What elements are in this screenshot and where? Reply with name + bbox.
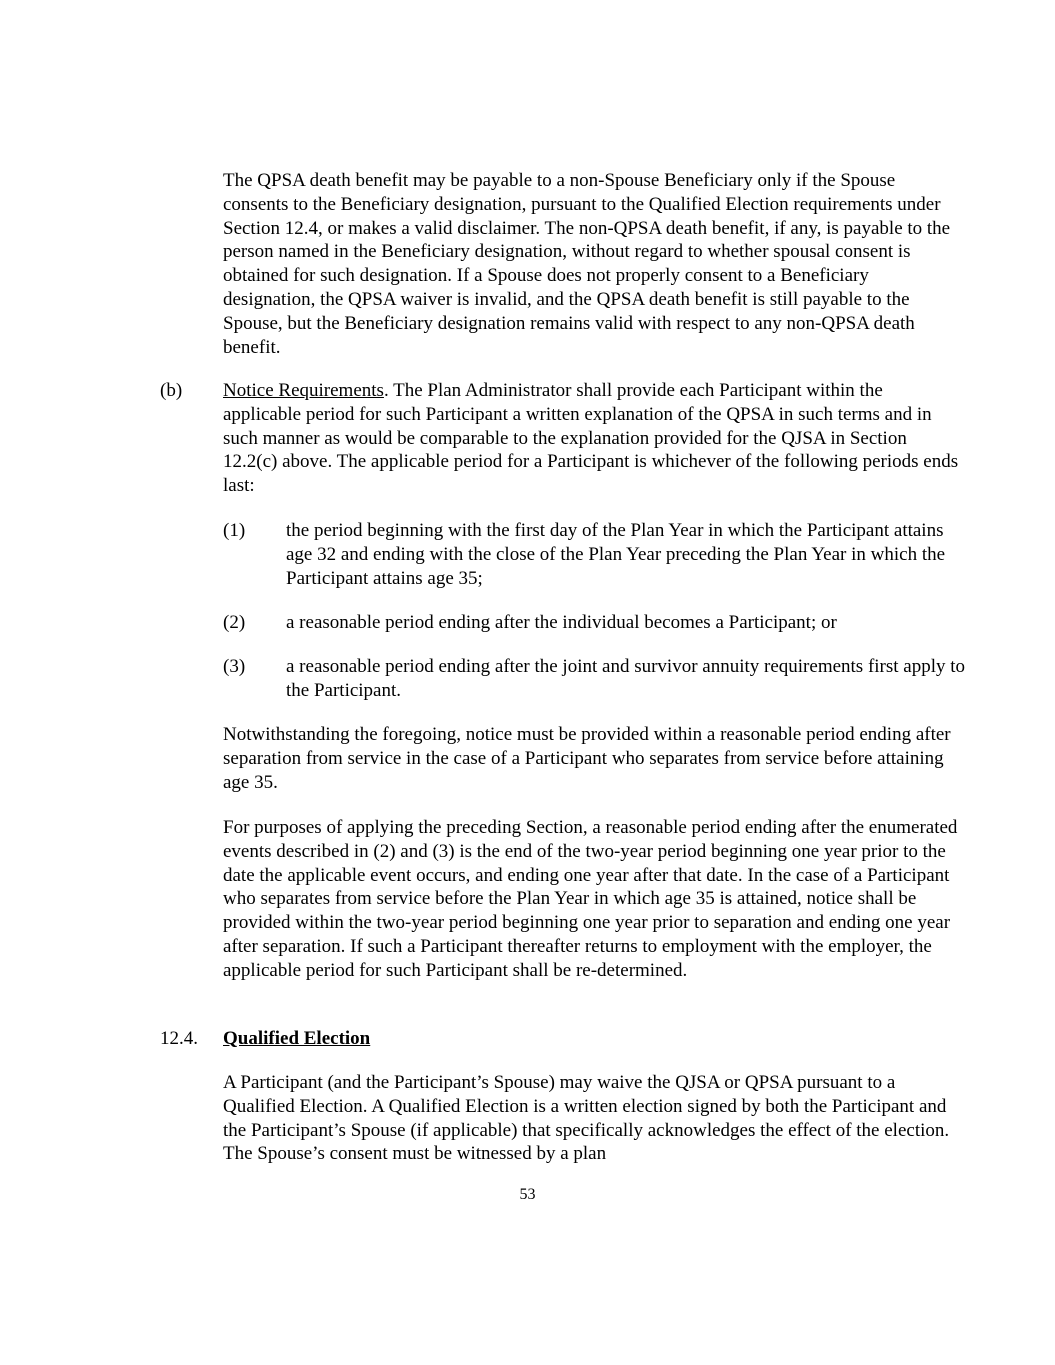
- qualified-election-heading: Qualified Election: [223, 1028, 371, 1049]
- page-number: 53: [519, 1186, 536, 1203]
- item-1-text: the period beginning with the first day of the Plan Year in which the Participant attains age 32 and ending with the close of the Plan Year preceding the Plan Year in which the Participant attains age 35;: [286, 520, 946, 589]
- item-3-text: a reasonable period ending after the joint and survivor annuity requirements first apply to the Participant.: [286, 656, 966, 701]
- section-12-4-title: [223, 1027, 370, 1051]
- section-b-label: (b): [160, 380, 183, 401]
- item-2-text: a reasonable period ending after the individual becomes a Participant; or: [286, 612, 837, 633]
- purposes-paragraph: For purposes of applying the preceding Section, a reasonable period ending after the enumerated events described in (2) and (3) is the end of the two-year period beginning one year prior to the date the applicable event occurs, and ending one year after that date. In the case of a Participant who separates from service before the Plan Year in which age 35 is attained, notice shall be provided within the two-year period beginning one year prior to separation and ending one year after separation. If such a Participant thereafter returns to employment with the employer, the applicable period for such Participant shall be re-determined.: [223, 817, 958, 981]
- qualified-election-paragraph: A Participant (and the Participant’s Spouse) may waive the QJSA or QPSA pursuant to a Qualified Election. A Qualified Election is a written election signed by both the Participant and the Participant’s Spouse (if applicable) that specifically acknowledges the effect of the election. The Spouse’s consent must be witnessed by a plan: [223, 1072, 950, 1165]
- qpsa-beneficiary-paragraph: The QPSA death benefit may be payable to a non-Spouse Beneficiary only if the Spouse consents to the Beneficiary designation, pursuant to the Qualified Election requirements under Section 12.4, or makes a valid disclaimer. The non-QPSA death benefit, if any, is payable to the person named in the Beneficiary designation, without regard to whether spousal consent is obtained for such designation. If a Spouse does not properly consent to a Beneficiary designation, the QPSA waiver is invalid, and the QPSA death benefit is still payable to the Spouse, but the Beneficiary designation remains valid with respect to any non-QPSA death benefit.: [223, 170, 951, 358]
- section-b-text: . The Plan Administrator shall provide each Participant within the applicable period for such Participant a written explanation of the QPSA in such terms and in such manner as would be comparable to the explanation provided for the QJSA in Section 12.2(c) above. The applicable period for a Participant is whichever of the following periods ends last:: [223, 380, 959, 497]
- section-b-paragraph: [223, 379, 963, 498]
- notice-requirements-heading: Notice Requirements: [223, 380, 384, 401]
- item-2-label: (2): [223, 612, 246, 633]
- notwithstanding-paragraph: Notwithstanding the foregoing, notice must be provided within a reasonable period ending after separation from service in the case of a Participant who separates from service before attaining age 35.: [223, 724, 951, 793]
- section-12-4-number: 12.4.: [160, 1028, 198, 1049]
- item-3-label: (3): [223, 656, 246, 677]
- item-1-label: (1): [223, 520, 246, 541]
